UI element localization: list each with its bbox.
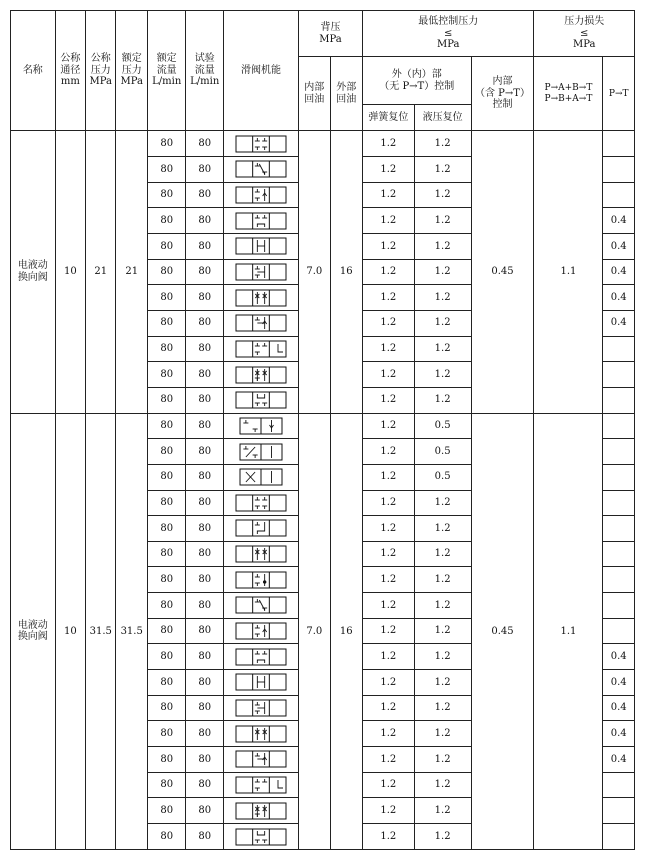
spool-valve-symbol-icon — [235, 340, 287, 358]
back-internal-cell: 7.0 — [299, 131, 330, 413]
rated-pressure-cell: 31.5 — [116, 413, 147, 849]
rated-flow-cell: 80 — [147, 208, 186, 234]
rated-flow-cell: 80 — [147, 156, 186, 182]
test-flow-cell: 80 — [186, 131, 224, 157]
test-flow-cell: 80 — [186, 490, 224, 516]
test-flow-cell: 80 — [186, 439, 224, 465]
col-name-header: 名称 — [11, 11, 56, 131]
spool-valve-symbol-icon — [239, 468, 283, 486]
spool-symbol-cell — [224, 208, 299, 234]
test-flow-cell: 80 — [186, 233, 224, 259]
spring-return-cell: 1.2 — [362, 490, 414, 516]
pt-header: P→T — [603, 57, 635, 131]
test-flow-cell: 80 — [186, 593, 224, 619]
spring-return-cell: 1.2 — [362, 567, 414, 593]
pt-loss-cell — [603, 772, 635, 798]
col-nominal-dia-header: 公称 通径 mm — [55, 11, 85, 131]
pt-loss-cell: 0.4 — [603, 747, 635, 773]
pt-loss-cell — [603, 798, 635, 824]
spool-valve-symbol-icon — [239, 443, 283, 461]
rated-flow-cell: 80 — [147, 490, 186, 516]
spring-return-cell: 1.2 — [362, 413, 414, 439]
hydraulic-return-cell: 1.2 — [414, 131, 471, 157]
rated-flow-cell: 80 — [147, 593, 186, 619]
pabt-loss-cell: 1.1 — [534, 131, 603, 413]
spool-valve-symbol-icon — [235, 596, 287, 614]
test-flow-cell: 80 — [186, 798, 224, 824]
rated-flow-cell: 80 — [147, 310, 186, 336]
spool-symbol-cell — [224, 824, 299, 850]
spool-symbol-cell — [224, 131, 299, 157]
spool-symbol-cell — [224, 413, 299, 439]
rated-flow-cell: 80 — [147, 670, 186, 696]
spool-valve-symbol-icon — [235, 802, 287, 820]
valve-spec-table — [10, 10, 635, 850]
spring-return-cell: 1.2 — [362, 336, 414, 362]
external-internal-control-header: 外（内）部 （无 P→T）控制 — [362, 57, 471, 105]
spool-valve-symbol-icon — [235, 673, 287, 691]
spool-valve-symbol-icon — [235, 135, 287, 153]
spool-symbol-cell — [224, 490, 299, 516]
spool-valve-symbol-icon — [235, 160, 287, 178]
test-flow-cell: 80 — [186, 413, 224, 439]
test-flow-cell: 80 — [186, 541, 224, 567]
back-internal-cell: 7.0 — [299, 413, 330, 849]
table-row — [11, 131, 635, 157]
rated-flow-cell: 80 — [147, 182, 186, 208]
hydraulic-return-cell: 1.2 — [414, 310, 471, 336]
spring-return-cell: 1.2 — [362, 618, 414, 644]
hydraulic-return-cell: 0.5 — [414, 464, 471, 490]
hydraulic-return-cell: 1.2 — [414, 362, 471, 388]
rated-flow-cell: 80 — [147, 772, 186, 798]
pt-loss-cell: 0.4 — [603, 233, 635, 259]
pt-loss-cell: 0.4 — [603, 644, 635, 670]
hydraulic-return-cell: 1.2 — [414, 285, 471, 311]
hydraulic-return-cell: 0.5 — [414, 413, 471, 439]
pt-loss-cell: 0.4 — [603, 670, 635, 696]
rated-flow-cell: 80 — [147, 695, 186, 721]
col-spool-function-header: 滑阀机能 — [224, 11, 299, 131]
pabt-header: P→A+B→T P→B+A→T — [534, 57, 603, 131]
col-rated-pressure-header: 额定 压力 MPa — [116, 11, 147, 131]
valve-name-cell: 电液动 换向阀 — [11, 131, 56, 413]
test-flow-cell: 80 — [186, 336, 224, 362]
spool-symbol-cell — [224, 182, 299, 208]
spool-valve-symbol-icon — [235, 237, 287, 255]
spool-symbol-cell — [224, 567, 299, 593]
hydraulic-return-cell: 1.2 — [414, 824, 471, 850]
spring-return-cell: 1.2 — [362, 464, 414, 490]
pt-loss-cell — [603, 156, 635, 182]
spool-symbol-cell — [224, 644, 299, 670]
spool-symbol-cell — [224, 670, 299, 696]
pt-loss-cell — [603, 464, 635, 490]
spool-valve-symbol-icon — [235, 699, 287, 717]
spring-return-cell: 1.2 — [362, 131, 414, 157]
spring-return-cell: 1.2 — [362, 387, 414, 413]
spool-symbol-cell — [224, 387, 299, 413]
spool-symbol-cell — [224, 695, 299, 721]
spool-symbol-cell — [224, 310, 299, 336]
spring-return-cell: 1.2 — [362, 156, 414, 182]
spool-valve-symbol-icon — [235, 648, 287, 666]
rated-flow-cell: 80 — [147, 824, 186, 850]
spring-return-cell: 1.2 — [362, 644, 414, 670]
rated-flow-cell: 80 — [147, 413, 186, 439]
test-flow-cell: 80 — [186, 772, 224, 798]
hydraulic-return-cell: 1.2 — [414, 695, 471, 721]
spool-symbol-cell — [224, 747, 299, 773]
rated-flow-cell: 80 — [147, 516, 186, 542]
rated-flow-cell: 80 — [147, 798, 186, 824]
spring-return-cell: 1.2 — [362, 182, 414, 208]
rated-flow-cell: 80 — [147, 721, 186, 747]
spool-symbol-cell — [224, 798, 299, 824]
rated-flow-cell: 80 — [147, 387, 186, 413]
spool-valve-symbol-icon — [235, 263, 287, 281]
spool-valve-symbol-icon — [235, 366, 287, 384]
test-flow-cell: 80 — [186, 310, 224, 336]
spring-return-cell: 1.2 — [362, 516, 414, 542]
pt-loss-cell — [603, 387, 635, 413]
spool-symbol-cell — [224, 362, 299, 388]
pt-loss-cell — [603, 490, 635, 516]
pt-loss-cell — [603, 413, 635, 439]
spool-valve-symbol-icon — [239, 417, 283, 435]
test-flow-cell: 80 — [186, 618, 224, 644]
spool-valve-symbol-icon — [235, 622, 287, 640]
hydraulic-return-header: 液压复位 — [414, 105, 471, 131]
test-flow-cell: 80 — [186, 747, 224, 773]
spool-symbol-cell — [224, 516, 299, 542]
pt-loss-cell — [603, 439, 635, 465]
spring-return-cell: 1.2 — [362, 772, 414, 798]
pt-loss-cell — [603, 541, 635, 567]
spool-valve-symbol-icon — [235, 314, 287, 332]
spring-return-cell: 1.2 — [362, 310, 414, 336]
spool-symbol-cell — [224, 233, 299, 259]
spool-valve-symbol-icon — [235, 391, 287, 409]
spool-symbol-cell — [224, 721, 299, 747]
spool-valve-symbol-icon — [235, 750, 287, 768]
pt-loss-cell — [603, 593, 635, 619]
hydraulic-return-cell: 1.2 — [414, 670, 471, 696]
pt-loss-cell: 0.4 — [603, 208, 635, 234]
spring-return-cell: 1.2 — [362, 439, 414, 465]
spool-symbol-cell — [224, 772, 299, 798]
pt-loss-cell — [603, 182, 635, 208]
pt-loss-cell: 0.4 — [603, 695, 635, 721]
hydraulic-return-cell: 1.2 — [414, 747, 471, 773]
rated-flow-cell: 80 — [147, 336, 186, 362]
spool-symbol-cell — [224, 336, 299, 362]
hydraulic-return-cell: 1.2 — [414, 387, 471, 413]
test-flow-cell: 80 — [186, 670, 224, 696]
spring-return-cell: 1.2 — [362, 824, 414, 850]
rated-flow-cell: 80 — [147, 259, 186, 285]
pt-loss-cell: 0.4 — [603, 259, 635, 285]
pabt-loss-cell: 1.1 — [534, 413, 603, 849]
nominal-pressure-cell: 31.5 — [86, 413, 116, 849]
hydraulic-return-cell: 1.2 — [414, 259, 471, 285]
rated-flow-cell: 80 — [147, 618, 186, 644]
spool-symbol-cell — [224, 593, 299, 619]
test-flow-cell: 80 — [186, 387, 224, 413]
spool-valve-symbol-icon — [235, 545, 287, 563]
test-flow-cell: 80 — [186, 259, 224, 285]
pt-loss-cell — [603, 131, 635, 157]
nominal-dia-cell: 10 — [55, 413, 85, 849]
pt-loss-cell: 0.4 — [603, 285, 635, 311]
valve-name-cell: 电液动 换向阀 — [11, 413, 56, 849]
back-external-cell: 16 — [330, 131, 362, 413]
spool-symbol-cell — [224, 618, 299, 644]
pt-loss-cell: 0.4 — [603, 721, 635, 747]
internal-return-header: 内部 回油 — [299, 57, 330, 131]
spool-symbol-cell — [224, 259, 299, 285]
pt-loss-cell — [603, 824, 635, 850]
back-pressure-header: 背压 MPa — [299, 11, 363, 57]
spool-valve-symbol-icon — [235, 494, 287, 512]
hydraulic-return-cell: 1.2 — [414, 541, 471, 567]
col-test-flow-header: 试验 流量 L/min — [186, 11, 224, 131]
test-flow-cell: 80 — [186, 285, 224, 311]
hydraulic-return-cell: 1.2 — [414, 644, 471, 670]
spring-return-cell: 1.2 — [362, 285, 414, 311]
rated-flow-cell: 80 — [147, 233, 186, 259]
test-flow-cell: 80 — [186, 824, 224, 850]
test-flow-cell: 80 — [186, 567, 224, 593]
rated-flow-cell: 80 — [147, 362, 186, 388]
hydraulic-return-cell: 1.2 — [414, 567, 471, 593]
rated-pressure-cell: 21 — [116, 131, 147, 413]
spring-return-cell: 1.2 — [362, 695, 414, 721]
pt-loss-cell — [603, 336, 635, 362]
spool-symbol-cell — [224, 464, 299, 490]
internal-with-pt-control-header: 内部 （含 P→T） 控制 — [471, 57, 534, 131]
pressure-loss-header: 压力损失 ≤ MPa — [534, 11, 635, 57]
pt-loss-cell — [603, 516, 635, 542]
spool-valve-symbol-icon — [235, 571, 287, 589]
min-control-pressure-header: 最低控制压力 ≤ MPa — [362, 11, 533, 57]
spool-valve-symbol-icon — [235, 289, 287, 307]
external-return-header: 外部 回油 — [330, 57, 362, 131]
hydraulic-return-cell: 1.2 — [414, 721, 471, 747]
pt-loss-cell — [603, 362, 635, 388]
hydraulic-return-cell: 1.2 — [414, 798, 471, 824]
spring-return-cell: 1.2 — [362, 670, 414, 696]
test-flow-cell: 80 — [186, 721, 224, 747]
col-nominal-pressure-header: 公称 压力 MPa — [86, 11, 116, 131]
rated-flow-cell: 80 — [147, 644, 186, 670]
spring-return-cell: 1.2 — [362, 747, 414, 773]
table-row — [11, 413, 635, 439]
spring-return-cell: 1.2 — [362, 208, 414, 234]
hydraulic-return-cell: 1.2 — [414, 618, 471, 644]
spool-symbol-cell — [224, 439, 299, 465]
pt-loss-cell — [603, 567, 635, 593]
nominal-dia-cell: 10 — [55, 131, 85, 413]
rated-flow-cell: 80 — [147, 541, 186, 567]
hydraulic-return-cell: 1.2 — [414, 156, 471, 182]
hydraulic-return-cell: 1.2 — [414, 336, 471, 362]
spool-symbol-cell — [224, 156, 299, 182]
test-flow-cell: 80 — [186, 156, 224, 182]
spring-return-cell: 1.2 — [362, 593, 414, 619]
hydraulic-return-cell: 1.2 — [414, 772, 471, 798]
test-flow-cell: 80 — [186, 644, 224, 670]
nominal-pressure-cell: 21 — [86, 131, 116, 413]
pt-loss-cell: 0.4 — [603, 310, 635, 336]
spool-valve-symbol-icon — [235, 519, 287, 537]
hydraulic-return-cell: 1.2 — [414, 233, 471, 259]
hydraulic-return-cell: 1.2 — [414, 182, 471, 208]
spool-valve-symbol-icon — [235, 186, 287, 204]
spring-return-cell: 1.2 — [362, 721, 414, 747]
test-flow-cell: 80 — [186, 695, 224, 721]
test-flow-cell: 80 — [186, 516, 224, 542]
pt-loss-cell — [603, 618, 635, 644]
back-external-cell: 16 — [330, 413, 362, 849]
hydraulic-return-cell: 1.2 — [414, 516, 471, 542]
rated-flow-cell: 80 — [147, 439, 186, 465]
internal-control-cell: 0.45 — [471, 413, 534, 849]
rated-flow-cell: 80 — [147, 567, 186, 593]
test-flow-cell: 80 — [186, 208, 224, 234]
spring-return-cell: 1.2 — [362, 798, 414, 824]
spring-return-cell: 1.2 — [362, 233, 414, 259]
internal-control-cell: 0.45 — [471, 131, 534, 413]
hydraulic-return-cell: 1.2 — [414, 593, 471, 619]
hydraulic-return-cell: 0.5 — [414, 439, 471, 465]
spool-valve-symbol-icon — [235, 725, 287, 743]
spring-return-header: 弹簧复位 — [362, 105, 414, 131]
test-flow-cell: 80 — [186, 182, 224, 208]
spool-symbol-cell — [224, 541, 299, 567]
spring-return-cell: 1.2 — [362, 362, 414, 388]
rated-flow-cell: 80 — [147, 747, 186, 773]
spool-valve-symbol-icon — [235, 776, 287, 794]
rated-flow-cell: 80 — [147, 464, 186, 490]
hydraulic-return-cell: 1.2 — [414, 490, 471, 516]
spring-return-cell: 1.2 — [362, 541, 414, 567]
test-flow-cell: 80 — [186, 362, 224, 388]
test-flow-cell: 80 — [186, 464, 224, 490]
spool-valve-symbol-icon — [235, 828, 287, 846]
spring-return-cell: 1.2 — [362, 259, 414, 285]
col-rated-flow-header: 额定 流量 L/min — [147, 11, 186, 131]
rated-flow-cell: 80 — [147, 131, 186, 157]
hydraulic-return-cell: 1.2 — [414, 208, 471, 234]
spool-symbol-cell — [224, 285, 299, 311]
rated-flow-cell: 80 — [147, 285, 186, 311]
spool-valve-symbol-icon — [235, 212, 287, 230]
